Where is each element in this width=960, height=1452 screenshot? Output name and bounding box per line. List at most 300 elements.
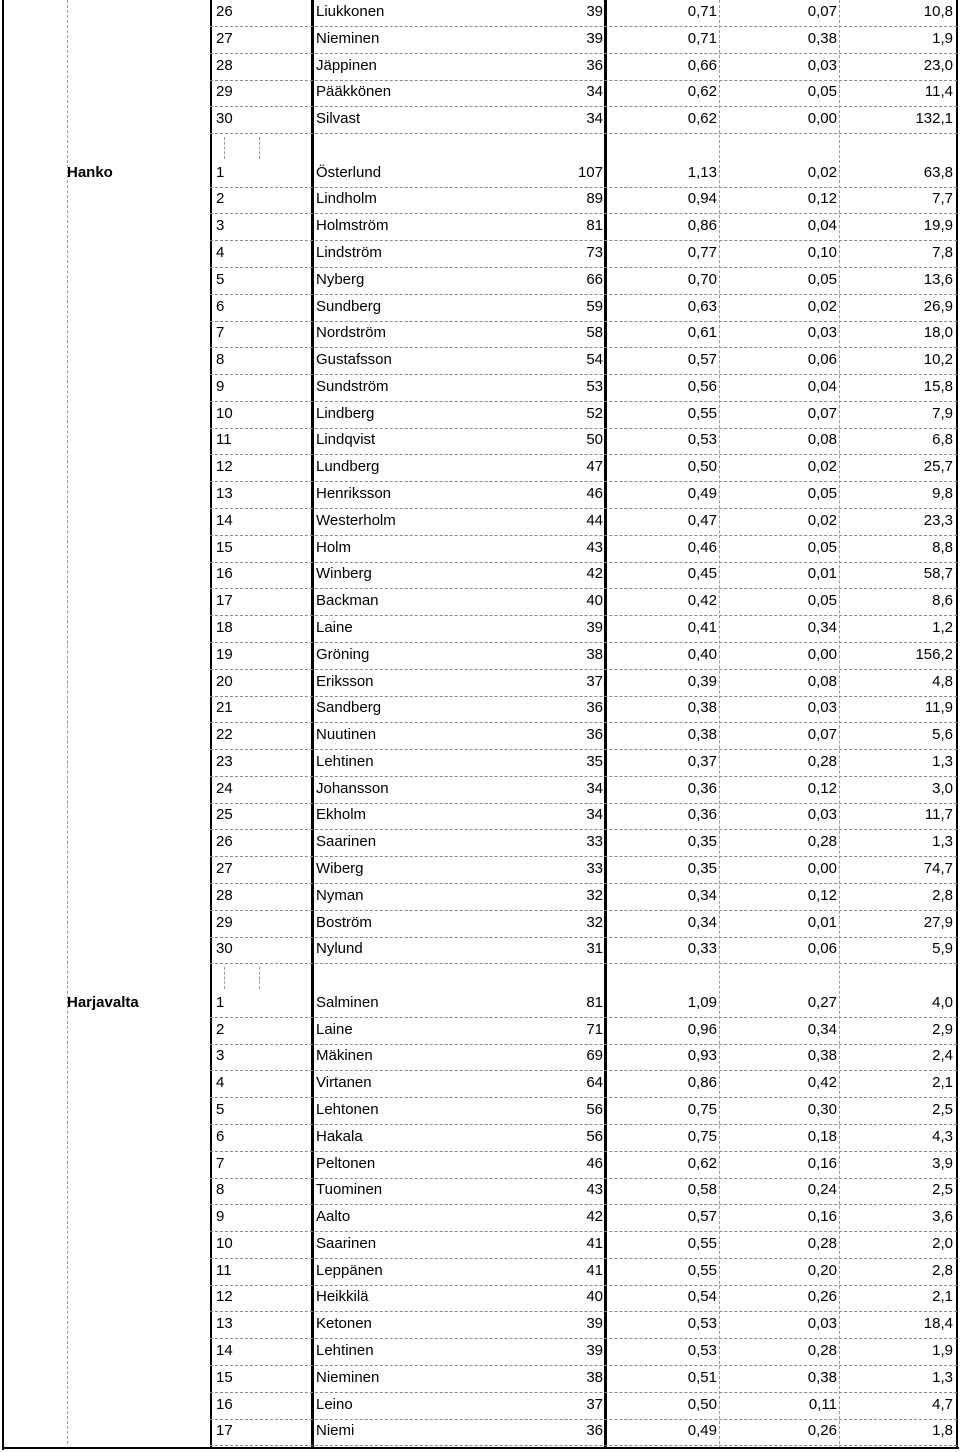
count-cell: 33 <box>586 859 603 877</box>
national-share-cell: 0,05 <box>807 592 837 610</box>
ratio-cell: 2,1 <box>932 1288 953 1306</box>
share-cell: 0,36 <box>687 806 717 824</box>
count-cell: 107 <box>577 163 603 181</box>
national-share-cell: 0,38 <box>807 1047 837 1065</box>
ratio-cell: 27,9 <box>923 913 953 931</box>
count-cell: 39 <box>586 618 603 636</box>
share-cell: 0,46 <box>687 538 717 556</box>
rank-cell: 10 <box>216 1234 233 1252</box>
table-row <box>210 428 957 455</box>
count-cell: 46 <box>586 1154 603 1172</box>
national-share-cell: 0,00 <box>807 859 837 877</box>
table-row <box>210 643 957 670</box>
table-row <box>210 54 957 81</box>
national-share-cell: 0,04 <box>807 377 837 395</box>
ratio-cell: 4,8 <box>932 672 953 690</box>
surname-cell: Lehtonen <box>316 1100 379 1118</box>
table-row <box>210 1285 957 1312</box>
surname-cell: Laine <box>316 618 353 636</box>
rank-cell: 6 <box>216 1127 225 1145</box>
share-cell: 0,62 <box>687 83 717 101</box>
national-share-cell: 0,26 <box>807 1288 837 1306</box>
surname-cell: Tuominen <box>316 1181 383 1199</box>
table-row <box>210 214 957 241</box>
share-cell: 0,38 <box>687 726 717 744</box>
ratio-cell: 58,7 <box>923 565 953 583</box>
surname-cell: Nieminen <box>316 1368 380 1386</box>
count-cell: 81 <box>586 217 603 235</box>
share-cell: 0,55 <box>687 404 717 422</box>
ratio-cell: 10,2 <box>923 351 953 369</box>
rank-cell: 14 <box>216 511 233 529</box>
share-cell: 0,58 <box>687 1181 717 1199</box>
table-row <box>210 1018 957 1045</box>
national-share-cell: 0,16 <box>807 1208 837 1226</box>
table-row <box>210 1044 957 1071</box>
rank-cell: 7 <box>216 1154 225 1172</box>
national-share-cell: 0,03 <box>807 324 837 342</box>
rank-cell: 29 <box>216 83 233 101</box>
rank-cell: 17 <box>216 592 233 610</box>
count-cell: 34 <box>586 110 603 128</box>
ratio-cell: 15,8 <box>923 377 953 395</box>
rank-cell: 5 <box>216 270 225 288</box>
rank-cell: 15 <box>216 1368 233 1386</box>
table-row <box>210 830 957 857</box>
table-row <box>210 536 957 563</box>
count-cell: 69 <box>586 1047 603 1065</box>
national-share-cell: 0,02 <box>807 297 837 315</box>
table-row <box>210 107 957 134</box>
ratio-cell: 1,9 <box>932 29 953 47</box>
count-cell: 32 <box>586 913 603 931</box>
rank-cell: 1 <box>216 163 225 181</box>
empty-spacer-cell <box>224 137 260 159</box>
national-share-cell: 0,03 <box>807 1315 837 1333</box>
national-share-cell: 0,28 <box>807 1234 837 1252</box>
table-row <box>210 670 957 697</box>
rank-cell: 9 <box>216 1208 225 1226</box>
surname-cell: Backman <box>316 592 379 610</box>
ratio-cell: 74,7 <box>923 859 953 877</box>
ratio-cell: 5,6 <box>932 726 953 744</box>
count-cell: 81 <box>586 993 603 1011</box>
share-cell: 0,34 <box>687 913 717 931</box>
national-share-cell: 0,04 <box>807 217 837 235</box>
count-cell: 37 <box>586 672 603 690</box>
rank-cell: 27 <box>216 29 233 47</box>
table-row <box>210 1339 957 1366</box>
national-share-cell: 0,05 <box>807 538 837 556</box>
share-cell: 0,51 <box>687 1368 717 1386</box>
share-cell: 0,93 <box>687 1047 717 1065</box>
ratio-cell: 23,0 <box>923 56 953 74</box>
table-row <box>210 857 957 884</box>
share-cell: 0,33 <box>687 940 717 958</box>
rank-cell: 7 <box>216 324 225 342</box>
surname-cell: Silvast <box>316 110 361 128</box>
share-cell: 0,36 <box>687 779 717 797</box>
national-share-cell: 0,02 <box>807 511 837 529</box>
rank-cell: 27 <box>216 859 233 877</box>
national-share-cell: 0,20 <box>807 1261 837 1279</box>
table-row <box>210 509 957 536</box>
count-cell: 42 <box>586 1208 603 1226</box>
ratio-cell: 8,8 <box>932 538 953 556</box>
share-cell: 0,75 <box>687 1100 717 1118</box>
table-row <box>210 589 957 616</box>
ratio-cell: 19,9 <box>923 217 953 235</box>
ratio-cell: 1,3 <box>932 833 953 851</box>
surname-cell: Lehtinen <box>316 752 374 770</box>
rank-cell: 11 <box>216 1261 232 1279</box>
surname-cell: Jäppinen <box>316 56 377 74</box>
national-share-cell: 0,01 <box>807 913 837 931</box>
table-row <box>210 937 957 964</box>
rank-cell: 13 <box>216 485 233 503</box>
table-row <box>210 402 957 429</box>
national-share-cell: 0,03 <box>807 699 837 717</box>
share-cell: 0,54 <box>687 1288 717 1306</box>
rank-cell: 29 <box>216 913 233 931</box>
count-cell: 46 <box>586 485 603 503</box>
count-cell: 39 <box>586 29 603 47</box>
surname-cell: Lindholm <box>316 190 377 208</box>
ratio-cell: 3,9 <box>932 1154 953 1172</box>
count-cell: 31 <box>586 940 603 958</box>
surname-cell: Lindqvist <box>316 431 376 449</box>
share-cell: 0,66 <box>687 56 717 74</box>
table-row <box>210 911 957 938</box>
count-cell: 64 <box>586 1074 603 1092</box>
ratio-cell: 7,8 <box>932 244 953 262</box>
rank-cell: 25 <box>216 806 233 824</box>
rank-cell: 26 <box>216 833 233 851</box>
national-share-cell: 0,24 <box>807 1181 837 1199</box>
ratio-cell: 23,3 <box>923 511 953 529</box>
table-row <box>210 723 957 750</box>
surname-cell: Lindberg <box>316 404 375 422</box>
share-cell: 0,56 <box>687 377 717 395</box>
table-bottom-border <box>2 1447 959 1449</box>
surname-cell: Salminen <box>316 993 379 1011</box>
surname-cell: Hakala <box>316 1127 363 1145</box>
ratio-cell: 2,5 <box>932 1181 953 1199</box>
ratio-cell: 11,9 <box>924 699 953 717</box>
ratio-cell: 6,8 <box>932 431 953 449</box>
rank-cell: 14 <box>216 1342 233 1359</box>
national-share-cell: 0,26 <box>807 1422 837 1440</box>
table-row <box>210 268 957 295</box>
national-share-cell: 0,03 <box>807 56 837 74</box>
surname-cell: Lehtinen <box>316 1342 374 1359</box>
rank-cell: 12 <box>216 458 233 476</box>
share-cell: 0,53 <box>687 1315 717 1333</box>
table-row <box>210 991 957 1018</box>
share-cell: 0,42 <box>687 592 717 610</box>
rank-cell: 30 <box>216 110 233 128</box>
count-cell: 32 <box>586 886 603 904</box>
table-row <box>210 80 957 107</box>
national-share-cell: 0,08 <box>807 672 837 690</box>
national-share-cell: 0,03 <box>807 806 837 824</box>
table-left-border <box>2 0 4 1450</box>
surname-cell: Lindström <box>316 244 382 262</box>
count-cell: 44 <box>586 511 603 529</box>
count-cell: 37 <box>586 1395 603 1413</box>
national-share-cell: 0,06 <box>807 351 837 369</box>
ratio-cell: 156,2 <box>915 645 953 663</box>
surname-cell: Leppänen <box>316 1261 383 1279</box>
share-cell: 0,55 <box>687 1234 717 1252</box>
surname-cell: Peltonen <box>316 1154 376 1172</box>
surname-cell: Holm <box>316 538 352 556</box>
count-cell: 34 <box>586 806 603 824</box>
count-cell: 41 <box>586 1261 603 1279</box>
national-share-cell: 0,27 <box>807 993 837 1011</box>
share-cell: 0,40 <box>687 645 717 663</box>
surname-cell: Heikkilä <box>316 1288 369 1306</box>
table-row <box>210 27 957 54</box>
share-cell: 0,63 <box>687 297 717 315</box>
rank-cell: 18 <box>216 618 233 636</box>
table-row <box>210 1205 957 1232</box>
share-cell: 0,94 <box>687 190 717 208</box>
share-cell: 0,45 <box>687 565 717 583</box>
table-row <box>210 0 957 27</box>
count-cell: 58 <box>586 324 603 342</box>
national-share-cell: 0,02 <box>807 458 837 476</box>
share-cell: 0,47 <box>687 511 717 529</box>
count-cell: 71 <box>586 1020 603 1038</box>
share-cell: 0,86 <box>687 1074 717 1092</box>
count-cell: 39 <box>586 3 603 20</box>
rank-cell: 17 <box>216 1422 233 1440</box>
rank-cell: 26 <box>216 3 233 20</box>
national-share-cell: 0,38 <box>807 29 837 47</box>
count-cell: 56 <box>586 1127 603 1145</box>
ratio-cell: 4,3 <box>932 1127 953 1145</box>
ratio-cell: 2,8 <box>932 1261 953 1279</box>
surname-cell: Nyberg <box>316 270 365 288</box>
rank-cell: 2 <box>216 190 225 208</box>
rank-cell: 16 <box>216 1395 233 1413</box>
municipality-label: Harjavalta <box>67 993 139 1011</box>
count-cell: 36 <box>586 699 603 717</box>
share-cell: 0,57 <box>687 1208 717 1226</box>
table-row <box>210 1178 957 1205</box>
surname-cell: Ekholm <box>316 806 367 824</box>
ratio-cell: 8,6 <box>932 592 953 610</box>
rank-cell: 3 <box>216 1047 225 1065</box>
rank-cell: 20 <box>216 672 233 690</box>
surname-cell: Saarinen <box>316 1234 377 1252</box>
rank-cell: 2 <box>216 1020 225 1038</box>
surname-cell: Sundberg <box>316 297 382 315</box>
ratio-cell: 26,9 <box>923 297 953 315</box>
surname-cell: Westerholm <box>316 511 396 529</box>
rank-cell: 4 <box>216 244 225 262</box>
ratio-cell: 2,5 <box>932 1100 953 1118</box>
table-row <box>210 1366 957 1393</box>
count-cell: 73 <box>586 244 603 262</box>
table-row <box>210 1071 957 1098</box>
count-cell: 36 <box>586 726 603 744</box>
count-cell: 56 <box>586 1100 603 1118</box>
count-cell: 39 <box>586 1315 603 1333</box>
ratio-cell: 10,8 <box>923 3 953 20</box>
surname-cell: Nieminen <box>316 29 380 47</box>
ratio-cell: 18,4 <box>923 1315 953 1333</box>
national-share-cell: 0,00 <box>807 645 837 663</box>
share-cell: 0,35 <box>687 833 717 851</box>
ratio-cell: 2,1 <box>932 1074 953 1092</box>
national-share-cell: 0,07 <box>807 3 837 20</box>
table-row <box>210 1419 957 1446</box>
ratio-cell: 7,7 <box>932 190 953 208</box>
national-share-cell: 0,01 <box>807 565 837 583</box>
count-cell: 50 <box>586 431 603 449</box>
rank-cell: 12 <box>216 1288 233 1306</box>
rank-cell: 4 <box>216 1074 225 1092</box>
rank-cell: 3 <box>216 217 225 235</box>
share-cell: 0,62 <box>687 110 717 128</box>
ratio-cell: 11,4 <box>924 83 953 101</box>
rank-cell: 19 <box>216 645 233 663</box>
national-share-cell: 0,05 <box>807 270 837 288</box>
national-share-cell: 0,05 <box>807 83 837 101</box>
ratio-cell: 5,9 <box>932 940 953 958</box>
share-cell: 0,70 <box>687 270 717 288</box>
surname-cell: Laine <box>316 1020 353 1038</box>
share-cell: 0,71 <box>687 29 717 47</box>
ratio-cell: 7,9 <box>932 404 953 422</box>
surname-cell: Boström <box>316 913 372 931</box>
share-cell: 0,37 <box>687 752 717 770</box>
rank-cell: 28 <box>216 56 233 74</box>
surname-cell: Eriksson <box>316 672 374 690</box>
surname-cell: Henriksson <box>316 485 392 503</box>
table-row <box>210 562 957 589</box>
national-share-cell: 0,38 <box>807 1368 837 1386</box>
municipality-label: Hanko <box>67 163 113 181</box>
count-cell: 59 <box>586 297 603 315</box>
surname-cell: Holmström <box>316 217 389 235</box>
national-share-cell: 0,42 <box>807 1074 837 1092</box>
share-cell: 0,77 <box>687 244 717 262</box>
rank-cell: 8 <box>216 351 225 369</box>
surname-cell: Ketonen <box>316 1315 372 1333</box>
national-share-cell: 0,12 <box>807 886 837 904</box>
table-row <box>210 295 957 322</box>
count-cell: 36 <box>586 56 603 74</box>
surname-cell: Aalto <box>316 1208 351 1226</box>
ratio-cell: 4,0 <box>932 993 953 1011</box>
national-share-cell: 0,07 <box>807 404 837 422</box>
table-row <box>210 616 957 643</box>
surname-cell: Sandberg <box>316 699 382 717</box>
rank-cell: 1 <box>216 993 225 1011</box>
national-share-cell: 0,06 <box>807 940 837 958</box>
count-cell: 43 <box>586 538 603 556</box>
table-row <box>210 187 957 214</box>
share-cell: 0,71 <box>687 3 717 20</box>
rank-cell: 30 <box>216 940 233 958</box>
ratio-cell: 13,6 <box>923 270 953 288</box>
ratio-cell: 1,8 <box>932 1422 953 1440</box>
ratio-cell: 2,4 <box>932 1047 953 1065</box>
rank-cell: 23 <box>216 752 233 770</box>
share-cell: 0,34 <box>687 886 717 904</box>
count-cell: 41 <box>586 1234 603 1252</box>
rank-cell: 21 <box>216 699 233 717</box>
surname-cell: Nuutinen <box>316 726 377 744</box>
surname-cell: Österlund <box>316 163 382 181</box>
table-row <box>210 1152 957 1179</box>
share-cell: 0,53 <box>687 431 717 449</box>
ratio-cell: 18,0 <box>923 324 953 342</box>
table-row <box>210 1232 957 1259</box>
ratio-cell: 2,9 <box>932 1020 953 1038</box>
empty-spacer-cell <box>224 967 260 989</box>
table-row <box>210 1125 957 1152</box>
count-cell: 66 <box>586 270 603 288</box>
national-share-cell: 0,11 <box>808 1395 837 1413</box>
ratio-cell: 63,8 <box>923 163 953 181</box>
table-row <box>210 375 957 402</box>
ratio-cell: 1,2 <box>932 618 953 636</box>
ratio-cell: 9,8 <box>932 485 953 503</box>
share-cell: 0,62 <box>687 1154 717 1172</box>
national-share-cell: 0,16 <box>807 1154 837 1172</box>
surname-cell: Nyman <box>316 886 364 904</box>
ratio-cell: 1,3 <box>932 752 953 770</box>
national-share-cell: 0,28 <box>807 1342 837 1359</box>
ratio-cell: 25,7 <box>923 458 953 476</box>
ratio-cell: 11,7 <box>924 806 953 824</box>
surname-cell: Niemi <box>316 1422 355 1440</box>
rank-cell: 22 <box>216 726 233 744</box>
count-cell: 40 <box>586 592 603 610</box>
rank-cell: 28 <box>216 886 233 904</box>
table-row <box>210 696 957 723</box>
share-cell: 0,49 <box>687 1422 717 1440</box>
share-cell: 0,61 <box>687 324 717 342</box>
rank-cell: 9 <box>216 377 225 395</box>
count-cell: 89 <box>586 190 603 208</box>
ratio-cell: 4,7 <box>932 1395 953 1413</box>
count-cell: 33 <box>586 833 603 851</box>
share-cell: 0,49 <box>687 485 717 503</box>
surname-cell: Nordström <box>316 324 387 342</box>
share-cell: 0,38 <box>687 699 717 717</box>
national-share-cell: 0,00 <box>807 110 837 128</box>
rank-cell: 5 <box>216 1100 225 1118</box>
share-cell: 0,75 <box>687 1127 717 1145</box>
ratio-cell: 1,3 <box>932 1368 953 1386</box>
count-cell: 47 <box>586 458 603 476</box>
national-share-cell: 0,28 <box>807 752 837 770</box>
table-row <box>210 455 957 482</box>
share-cell: 0,53 <box>687 1342 717 1359</box>
share-cell: 0,86 <box>687 217 717 235</box>
national-share-cell: 0,08 <box>807 431 837 449</box>
count-cell: 40 <box>586 1288 603 1306</box>
table-row <box>210 1312 957 1339</box>
surname-cell: Sundström <box>316 377 389 395</box>
share-cell: 0,55 <box>687 1261 717 1279</box>
national-share-cell: 0,12 <box>807 190 837 208</box>
